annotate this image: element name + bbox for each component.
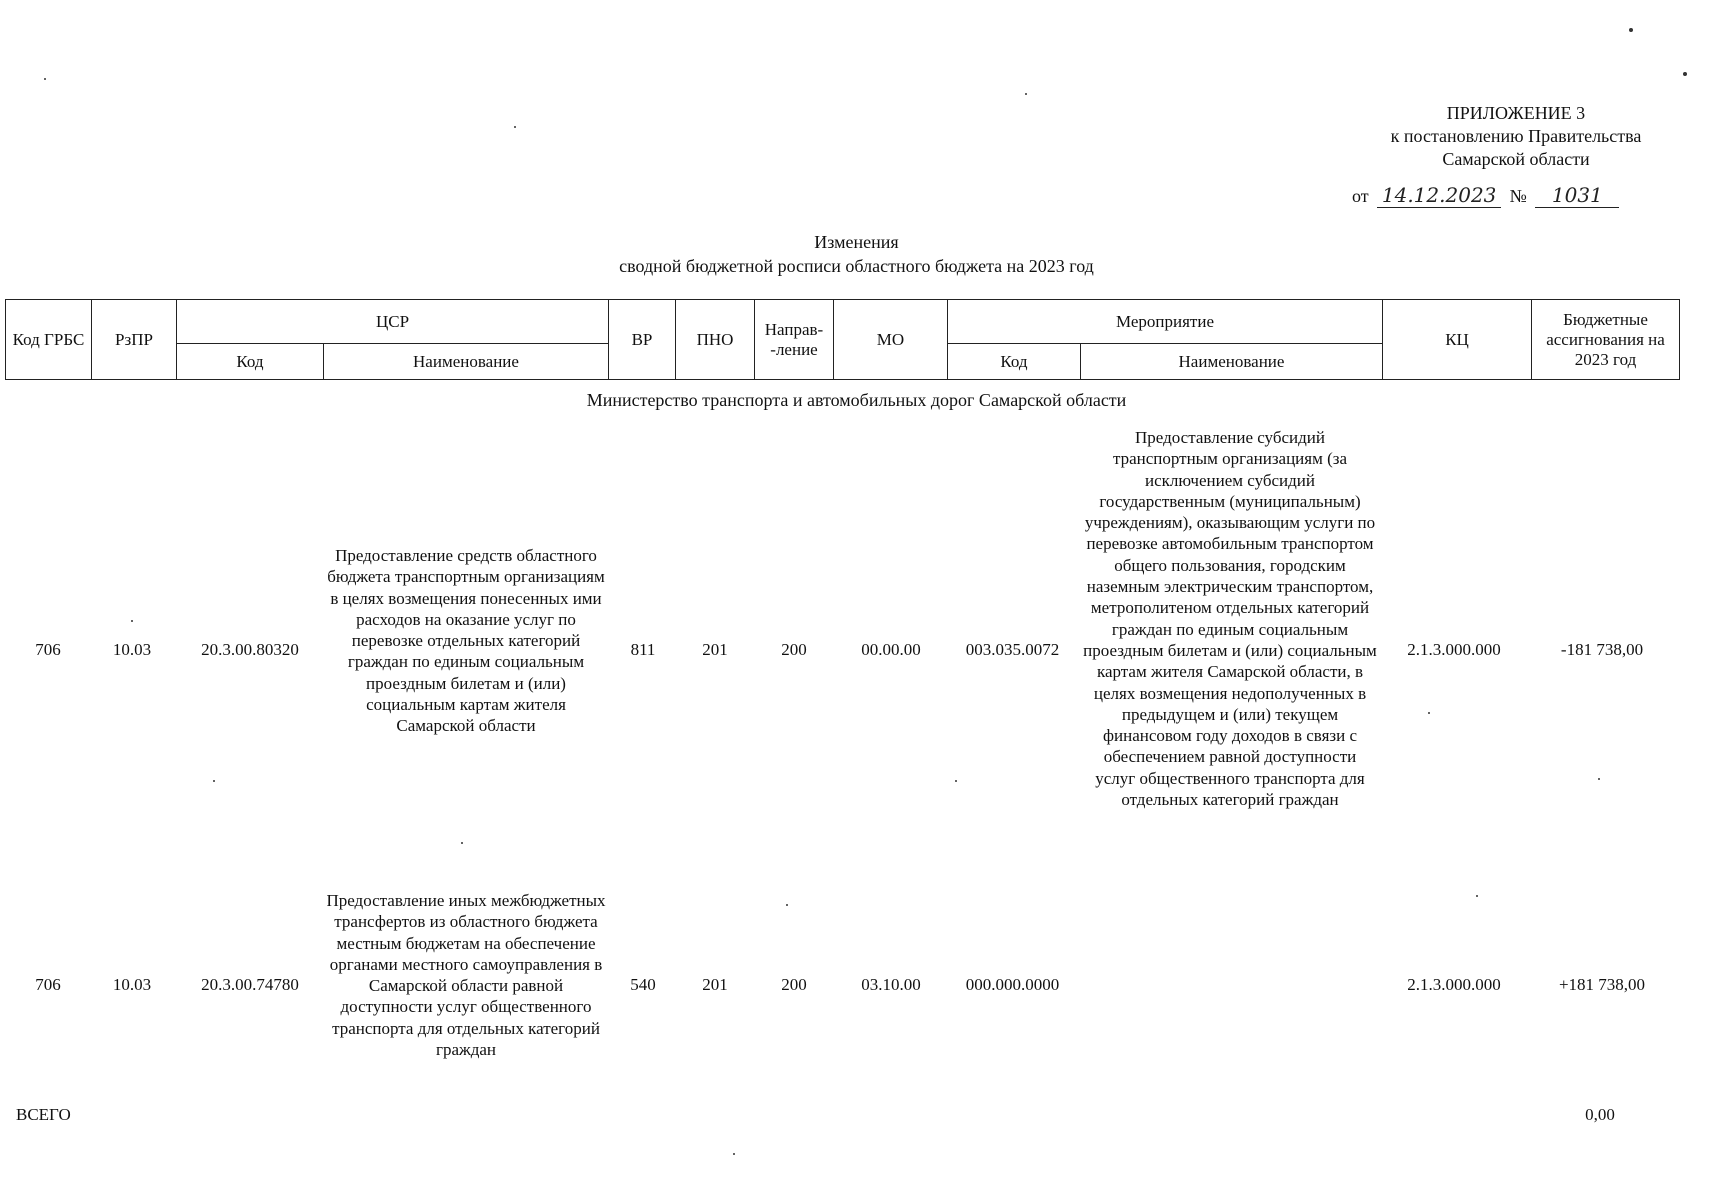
scan-speck (786, 904, 788, 906)
scan-speck (1428, 712, 1430, 714)
appendix-header (1296, 102, 1713, 171)
header-budget: Бюджетные ассигнования на 2023 год (1532, 300, 1680, 380)
row-csr-code: 20.3.00.80320 (201, 640, 299, 659)
header-csr-code: Код (177, 344, 324, 380)
header-csr: ЦСР (177, 300, 609, 344)
header-vr: ВР (609, 300, 676, 380)
scan-speck (1629, 28, 1633, 32)
row-direction: 200 (781, 975, 807, 994)
row-pno: 201 (702, 640, 728, 659)
row-grbs: 706 (35, 640, 61, 659)
scan-speck (1025, 93, 1027, 95)
section-heading: Министерство транспорта и автомобильных дорог Самарской области (586, 390, 1127, 410)
document-title-line-2: сводной бюджетной росписи областного бюджета на 2023 год (619, 256, 1094, 276)
row-direction: 200 (781, 640, 807, 659)
row-budget: -181 738,00 (1560, 640, 1644, 659)
row-budget: +181 738,00 (1558, 975, 1646, 994)
row-event-code: 000.000.0000 (965, 975, 1060, 994)
header-table (5, 299, 1680, 380)
row-pno: 201 (702, 975, 728, 994)
header-event-name: Наименование (1081, 344, 1383, 380)
scan-speck (733, 1153, 735, 1155)
row-kc: 2.1.3.000.000 (1407, 975, 1501, 994)
scan-speck (1683, 72, 1687, 76)
row-vr: 811 (630, 640, 656, 659)
header-rzpr: РзПР (92, 300, 177, 380)
document-title (0, 230, 1713, 278)
header-kc: КЦ (1383, 300, 1532, 380)
total-value: 0,00 (1585, 1105, 1615, 1124)
header-event: Мероприятие (948, 300, 1383, 344)
row-csr-name: Предоставление иных межбюджетных трансфертов из областного бюджета местным бюджетам на обеспечение органами местного самоуправления в Самарской области равной доступности услуг общественного транспорта для отдельных категорий граждан (326, 891, 606, 1060)
row-rzpr: 10.03 (112, 640, 152, 659)
handwritten-number: 1031 (1535, 183, 1619, 208)
scan-speck (1476, 895, 1478, 897)
appendix-title: ПРИЛОЖЕНИЕ 3 (1446, 103, 1586, 123)
row-mo: 00.00.00 (861, 640, 921, 659)
header-pno: ПНО (676, 300, 755, 380)
appendix-line-2: Самарской области (1442, 149, 1590, 169)
header-mo: МО (834, 300, 948, 380)
row-event-code: 003.035.0072 (965, 640, 1060, 659)
scan-speck (1598, 778, 1600, 780)
row-csr-code: 20.3.00.74780 (201, 975, 299, 994)
header-csr-name: Наименование (324, 344, 609, 380)
row-mo: 03.10.00 (861, 975, 921, 994)
scan-speck (44, 78, 46, 80)
total-label: ВСЕГО (16, 1105, 71, 1124)
header-event-code: Код (948, 344, 1081, 380)
scan-speck (213, 780, 215, 782)
appendix-date-line (1352, 183, 1619, 208)
document-title-line-1: Изменения (814, 232, 899, 252)
scan-speck (955, 780, 957, 782)
row-csr-name: Предоставление средств областного бюджета транспортным организациям в целях возмещения понесенных ими расходов на оказание услуг по перевозке отдельных категорий граждан по единым социальным проездным билетам и (или) социальным картам жителя Самарской области (327, 546, 605, 736)
row-kc: 2.1.3.000.000 (1407, 640, 1501, 659)
scan-speck (131, 620, 133, 622)
scan-speck (461, 842, 463, 844)
date-prefix: от (1352, 186, 1369, 206)
row-rzpr: 10.03 (112, 975, 152, 994)
handwritten-date: 14.12.2023 (1377, 183, 1501, 208)
appendix-line-1: к постановлению Правительства (1390, 126, 1642, 146)
row-vr: 540 (630, 975, 656, 994)
scan-speck (514, 126, 516, 128)
row-grbs: 706 (35, 975, 61, 994)
number-prefix: № (1509, 186, 1527, 206)
header-direction: Направ- -ление (755, 300, 834, 380)
header-grbs: Код ГРБС (6, 300, 92, 380)
row-event-name: Предоставление субсидий транспортным организациям (за исключением субсидий государственным (муниципальным) учреждениям), оказывающим услуги по перевозке автомобильным транспортом общего пользования, городским наземным электрическим транспортом, метрополитеном отдельных категорий граждан по единым социальным проездным билетам и (или) социальным картам жителя Самарской области, в целях возмещения недополученных в предыдущем и (или) текущем финансовом году доходов в связи с обеспечением равной доступности услуг общественного транспорта для отдельных категорий граждан (1083, 428, 1377, 810)
